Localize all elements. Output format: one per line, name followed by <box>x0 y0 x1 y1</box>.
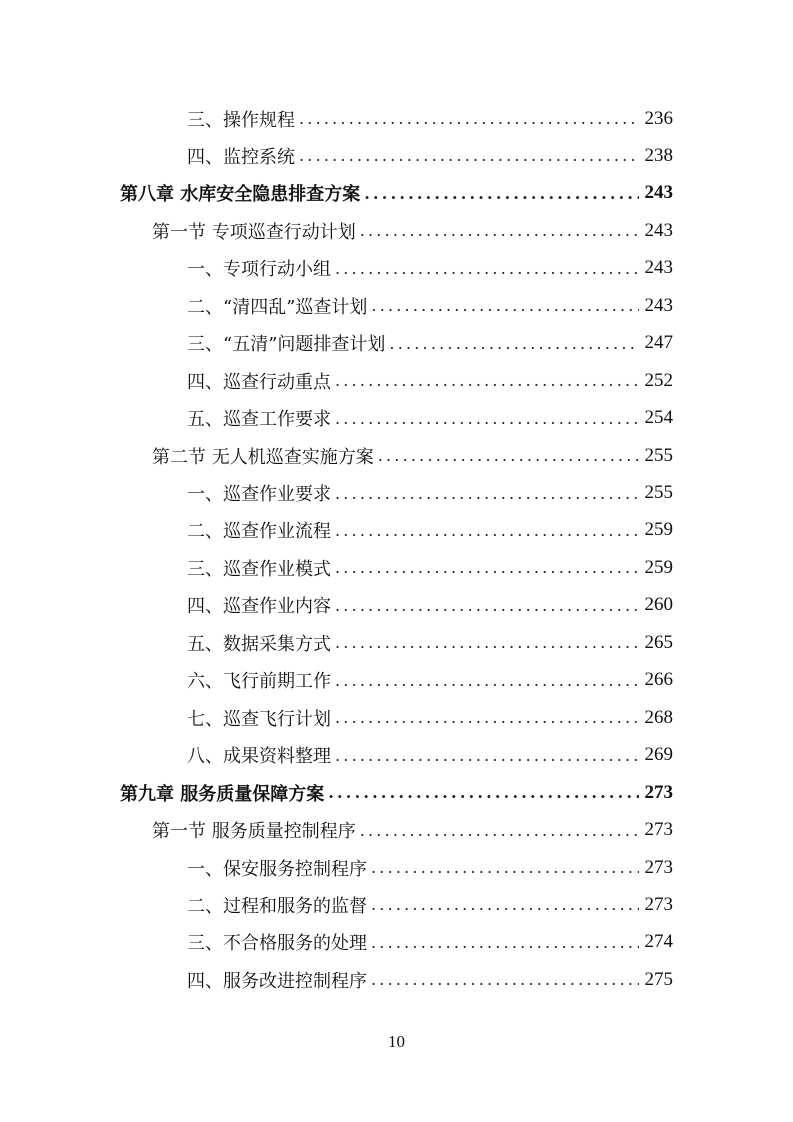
dot-leader <box>328 783 638 802</box>
toc-title: 三、“五清”问题排查计划 <box>187 334 386 356</box>
toc-item[interactable] <box>187 549 673 586</box>
toc-title: 六、飞行前期工作 <box>187 671 331 693</box>
toc-page: 266 <box>644 669 673 691</box>
toc-title: 第一节 专项巡查行动计划 <box>152 221 356 243</box>
toc-title: 三、不合格服务的处理 <box>187 933 367 955</box>
toc-title: 三、巡查作业模式 <box>187 558 331 580</box>
toc-page: 273 <box>644 893 673 915</box>
toc-page: 260 <box>644 594 673 616</box>
toc-page: 273 <box>644 819 673 841</box>
toc-page: 252 <box>644 369 673 391</box>
toc-page: 273 <box>644 781 673 803</box>
dot-leader <box>371 858 639 877</box>
toc-item[interactable] <box>187 587 673 624</box>
dot-leader <box>335 671 639 690</box>
dot-leader <box>335 558 639 577</box>
toc-page: 275 <box>644 968 673 990</box>
toc-item[interactable] <box>187 624 673 661</box>
toc-title: 二、巡查作业流程 <box>187 521 331 543</box>
toc-title: 第二节 无人机巡查实施方案 <box>152 446 374 468</box>
toc-page: 273 <box>644 856 673 878</box>
toc-title: 五、巡查工作要求 <box>187 409 331 431</box>
dot-leader <box>360 221 639 240</box>
dot-leader <box>371 933 639 952</box>
toc-title: 第九章 服务质量保障方案 <box>120 783 325 805</box>
toc-title: 二、“清四乱”巡查计划 <box>187 296 368 318</box>
toc-title: 四、监控系统 <box>187 146 295 168</box>
toc-title: 第一节 服务质量控制程序 <box>152 821 356 843</box>
toc-title: 第八章 水库安全隐患排查方案 <box>120 184 361 206</box>
toc-item[interactable] <box>187 137 673 174</box>
toc-page: 243 <box>644 219 673 241</box>
toc-chapter[interactable] <box>120 774 673 811</box>
toc-page: 247 <box>644 332 673 354</box>
toc-section[interactable] <box>152 812 673 849</box>
toc-page: 265 <box>644 631 673 653</box>
toc-item[interactable] <box>187 362 673 399</box>
toc-page: 243 <box>644 294 673 316</box>
toc-chapter[interactable] <box>120 175 673 212</box>
toc-title: 八、成果资料整理 <box>187 746 331 768</box>
dot-leader <box>299 146 639 165</box>
toc-page: 254 <box>644 407 673 429</box>
toc-title: 五、数据采集方式 <box>187 633 331 655</box>
toc-item[interactable] <box>187 512 673 549</box>
toc-page: 255 <box>644 482 673 503</box>
toc-title: 二、过程和服务的监督 <box>187 895 367 917</box>
toc-item[interactable] <box>187 849 673 886</box>
toc-section[interactable] <box>152 212 673 249</box>
toc-item[interactable] <box>187 400 673 437</box>
toc-item[interactable] <box>187 250 673 287</box>
dot-leader <box>335 596 639 615</box>
dot-leader <box>335 708 639 727</box>
toc-title: 一、专项行动小组 <box>187 259 331 281</box>
toc-page: 259 <box>644 519 673 541</box>
toc-title: 四、服务改进控制程序 <box>187 970 367 992</box>
toc-page: 269 <box>644 744 673 766</box>
toc-item[interactable] <box>187 699 673 736</box>
toc-page: 268 <box>644 706 673 728</box>
toc-item[interactable] <box>187 886 673 923</box>
toc-item[interactable] <box>187 287 673 324</box>
dot-leader <box>360 821 639 840</box>
toc-item[interactable] <box>187 475 673 512</box>
toc-section[interactable] <box>152 437 673 474</box>
toc-page: 243 <box>644 182 673 204</box>
dot-leader <box>371 970 639 989</box>
dot-leader <box>335 371 639 390</box>
toc-page: 255 <box>644 444 673 466</box>
toc-item[interactable] <box>187 961 673 998</box>
dot-leader <box>371 296 638 315</box>
dot-leader <box>378 446 639 465</box>
toc-title: 一、保安服务控制程序 <box>187 858 367 880</box>
toc-item[interactable] <box>187 100 673 137</box>
toc-page: 236 <box>644 107 673 129</box>
toc-title: 一、巡查作业要求 <box>187 484 331 505</box>
dot-leader <box>335 409 639 428</box>
toc-title: 三、操作规程 <box>187 109 295 131</box>
toc-page: 274 <box>644 931 673 953</box>
page-number: 10 <box>388 1032 405 1051</box>
dot-leader <box>299 109 639 128</box>
dot-leader <box>389 334 638 353</box>
toc-title: 四、巡查行动重点 <box>187 371 331 393</box>
toc-page: 238 <box>644 144 673 166</box>
dot-leader <box>335 746 639 765</box>
dot-leader <box>371 895 639 914</box>
dot-leader <box>364 184 638 203</box>
dot-leader <box>335 633 639 652</box>
toc-item[interactable] <box>187 662 673 699</box>
toc-item[interactable] <box>187 737 673 774</box>
dot-leader <box>335 521 639 540</box>
toc-page: 259 <box>644 556 673 578</box>
toc-item[interactable] <box>187 325 673 362</box>
dot-leader <box>335 484 639 503</box>
toc-page: 243 <box>644 257 673 279</box>
toc-title: 四、巡查作业内容 <box>187 596 331 618</box>
toc-item[interactable] <box>187 924 673 961</box>
dot-leader <box>335 259 639 278</box>
toc-title: 七、巡查飞行计划 <box>187 708 331 730</box>
